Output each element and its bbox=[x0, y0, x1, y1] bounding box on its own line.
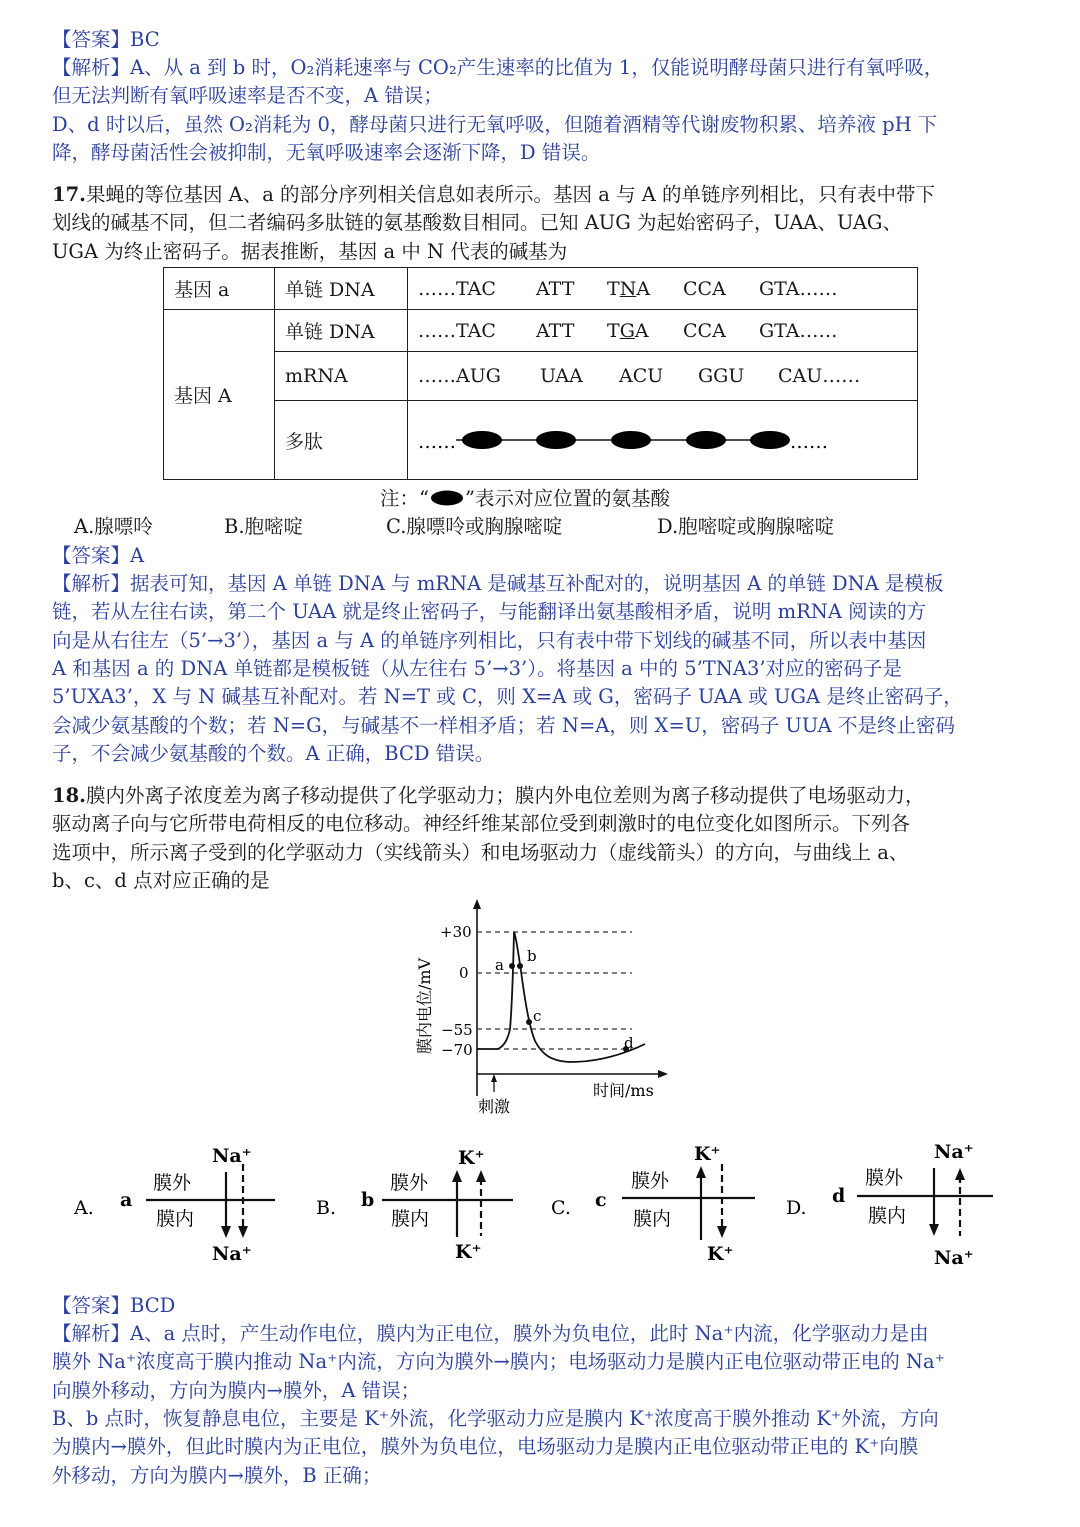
analysis-line: 膜外 Na⁺浓度高于膜内推动 Na⁺内流，方向为膜外→膜内；电场驱动力是膜内正电位驱动带正电的 Na⁺ bbox=[52, 1350, 945, 1373]
stimulus-label: 刺激 bbox=[478, 1097, 511, 1116]
ion-label: Na⁺ bbox=[212, 1243, 252, 1265]
outside-label: 膜外 bbox=[631, 1170, 670, 1192]
option-a: A.腺嘌呤 bbox=[74, 515, 153, 538]
gene-A-mrna-sequence bbox=[408, 352, 918, 401]
q18-stem-line: 选项中，所示离子受到的化学驱动力（实线箭头）和电场驱动力（虚线箭头）的方向，与曲线上 a、 bbox=[52, 841, 909, 864]
mrna-label: mRNA bbox=[275, 352, 408, 401]
ion-label: K⁺ bbox=[458, 1147, 485, 1169]
codon: CCA bbox=[683, 319, 726, 342]
option-d: D.胞嘧啶或胸腺嘧啶 bbox=[657, 515, 835, 538]
ion-label: Na⁺ bbox=[934, 1141, 974, 1163]
analysis-line: B、b 点时，恢复静息电位，主要是 K⁺外流，化学驱动力应是膜内 K⁺浓度高于膜外推动 K⁺外流，方向 bbox=[52, 1407, 939, 1430]
point-c-marker bbox=[526, 1019, 532, 1025]
option-letter: A. bbox=[74, 1197, 94, 1219]
analysis-line: 会减少氨基酸的个数；若 N=G，与碱基不一样相矛盾；若 N=A，则 X=U，密码子 UUA 不是终止密码 bbox=[52, 714, 955, 737]
q17-stem-line: 划线的碱基不同，但二者编码多肽链的氨基酸数目相同。已知 AUG 为起始密码子，UAA、UAG、 bbox=[52, 211, 902, 234]
peptide-ellipsis-left: …… bbox=[418, 430, 456, 453]
diagram-c bbox=[551, 1143, 755, 1265]
analysis-line: 向膜外移动，方向为膜内→膜外，A 错误； bbox=[52, 1379, 421, 1402]
codon: CCA bbox=[683, 277, 726, 300]
peptide-label: 多肽 bbox=[275, 401, 408, 480]
codon: GTA…… bbox=[759, 277, 838, 300]
point-label-b: b bbox=[527, 947, 537, 965]
ion-label: Na⁺ bbox=[934, 1247, 974, 1269]
gene-a-dna-sequence bbox=[408, 268, 918, 310]
peptide-chain bbox=[418, 418, 898, 458]
peptide-chain-cell bbox=[408, 401, 918, 480]
outside-label: 膜外 bbox=[865, 1167, 904, 1189]
amino-acid-icon bbox=[750, 431, 790, 449]
analysis-line: 链，若从左往右读，第二个 UAA 就是终止密码子，与能翻译出氨基酸相矛盾，说明 mRNA 阅读的方 bbox=[52, 600, 927, 623]
analysis-line: 但无法判断有氧呼吸速率是否不变，A 错误； bbox=[52, 84, 443, 107]
question-number: 17. bbox=[52, 183, 86, 206]
q17-stem-line bbox=[52, 181, 935, 209]
analysis-line: 外移动，方向为膜内→膜外，B 正确； bbox=[52, 1464, 382, 1487]
diagram-a bbox=[73, 1145, 275, 1265]
codon-with-variant: TNA bbox=[607, 277, 651, 300]
codon: ……TAC bbox=[418, 319, 496, 342]
point-letter: a bbox=[120, 1189, 133, 1211]
inside-label: 膜内 bbox=[633, 1208, 672, 1230]
inside-label: 膜内 bbox=[868, 1205, 907, 1227]
table-row bbox=[164, 268, 918, 310]
q18-stem-text: 膜内外离子浓度差为离子移动提供了化学驱动力；膜内外电位差则为离子移动提供了电场驱动力， bbox=[85, 784, 925, 807]
option-letter: D. bbox=[786, 1197, 807, 1219]
point-label-c: c bbox=[533, 1007, 542, 1025]
point-letter: b bbox=[361, 1189, 375, 1211]
analysis-line: 【解析】据表可知，基因 A 单链 DNA 与 mRNA 是碱基互补配对的，说明基因 A 的单链 DNA 是模板 bbox=[52, 572, 944, 595]
outside-label: 膜外 bbox=[153, 1172, 192, 1194]
tick-label: −70 bbox=[441, 1041, 473, 1059]
point-label-d: d bbox=[624, 1034, 634, 1052]
analysis-line: 【解析】A、a 点时，产生动作电位，膜内为正电位，膜外为负电位，此时 Na⁺内流，化学驱动力是由 bbox=[52, 1322, 929, 1345]
point-letter: c bbox=[595, 1189, 607, 1211]
codon-with-variant: TGA bbox=[607, 319, 649, 342]
codon: GTA…… bbox=[759, 319, 838, 342]
codon: ……TAC bbox=[418, 277, 496, 300]
ion-label: Na⁺ bbox=[212, 1145, 252, 1167]
tick-label: −55 bbox=[441, 1021, 473, 1039]
amino-acid-icon bbox=[429, 489, 465, 507]
codon: ACU bbox=[619, 365, 664, 387]
analysis-line: 5’UXA3’，X 与 N 碱基互补配对。若 N=T 或 C，则 X=A 或 G，密码子 UAA 或 UGA 是终止密码子， bbox=[52, 685, 963, 708]
inside-label: 膜内 bbox=[156, 1208, 195, 1230]
inside-label: 膜内 bbox=[391, 1208, 430, 1230]
codon: GGU bbox=[698, 365, 745, 387]
point-letter: d bbox=[832, 1185, 846, 1207]
analysis-line: 为膜内→膜外，但此时膜内为正电位，膜外为负电位，电场驱动力是膜内正电位驱动带正电的 K⁺向膜 bbox=[52, 1435, 919, 1458]
gene-a-label: 基因 a bbox=[164, 268, 275, 310]
answer-line: 【答案】BC bbox=[52, 28, 160, 51]
q18-stem-line: 驱动离子向与它所带电荷相反的电位移动。神经纤维某部位受到刺激时的电位变化如图所示。下列各 bbox=[52, 812, 911, 835]
codon: ……AUG bbox=[418, 365, 501, 387]
codon: UAA bbox=[540, 365, 583, 387]
tick-label: +30 bbox=[440, 923, 472, 941]
gene-A-label: 基因 A bbox=[164, 310, 275, 480]
dna-label: 单链 DNA bbox=[275, 310, 408, 352]
gene-A-dna-sequence bbox=[408, 310, 918, 352]
ion-diagrams bbox=[60, 1134, 1020, 1274]
option-letter: B. bbox=[316, 1197, 337, 1219]
potential-curve bbox=[477, 932, 645, 1062]
codon: ATT bbox=[536, 319, 575, 342]
table-note: 注：“ ”表示对应位置的氨基酸 bbox=[380, 487, 670, 510]
gene-sequence-table bbox=[163, 267, 918, 480]
point-b-marker bbox=[517, 963, 523, 969]
amino-acid-icon bbox=[611, 431, 651, 449]
y-axis-label: 膜内电位/mV bbox=[415, 957, 434, 1055]
x-axis-label: 时间/ms bbox=[593, 1081, 654, 1100]
amino-acid-icon bbox=[536, 431, 576, 449]
diagram-d bbox=[786, 1141, 993, 1269]
option-c: C.腺嘌呤或胸腺嘧啶 bbox=[386, 515, 563, 538]
answer-line: 【答案】A bbox=[52, 544, 145, 567]
action-potential-graph bbox=[400, 896, 680, 1122]
underlined-base: G bbox=[619, 319, 635, 342]
dna-label: 单链 DNA bbox=[275, 268, 408, 310]
analysis-line: A 和基因 a 的 DNA 单链都是模板链（从左往右 5’→3’）。将基因 a 中的 5’TNA3’对应的密码子是 bbox=[52, 657, 903, 680]
ion-label: K⁺ bbox=[707, 1243, 734, 1265]
q17-stem-line: UGA 为终止密码子。据表推断，基因 a 中 N 代表的碱基为 bbox=[52, 240, 568, 263]
option-letter: C. bbox=[551, 1197, 571, 1219]
analysis-line: D、d 时以后，虽然 O₂消耗为 0，酵母菌只进行无氧呼吸，但随着酒精等代谢废物积累、培养液 pH 下 bbox=[52, 113, 938, 136]
underlined-base: N bbox=[619, 277, 637, 300]
codon: CAU…… bbox=[778, 365, 861, 387]
analysis-line: 【解析】A、从 a 到 b 时，O₂消耗速率与 CO₂产生速率的比值为 1，仅能说明酵母菌只进行有氧呼吸， bbox=[52, 56, 944, 79]
table-row bbox=[164, 310, 918, 352]
point-a-marker bbox=[509, 963, 515, 969]
codon: ATT bbox=[536, 277, 575, 300]
analysis-line: 向是从右往左（5’→3’），基因 a 与 A 的单链序列相比，只有表中带下划线的碱基不同，所以表中基因 bbox=[52, 629, 927, 652]
table-row bbox=[164, 401, 918, 480]
q18-stem-line: b、c、d 点对应正确的是 bbox=[52, 869, 270, 892]
ion-label: K⁺ bbox=[455, 1241, 482, 1263]
tick-label: 0 bbox=[459, 964, 469, 982]
amino-acid-icon bbox=[462, 431, 502, 449]
analysis-line: 降，酵母菌活性会被抑制，无氧呼吸速率会逐渐下降，D 错误。 bbox=[52, 141, 601, 164]
outside-label: 膜外 bbox=[390, 1172, 429, 1194]
q17-stem-text: 果蝇的等位基因 A、a 的部分序列相关信息如表所示。基因 a 与 A 的单链序列相比，只有表中带下 bbox=[85, 183, 936, 206]
answer-line: 【答案】BCD bbox=[52, 1294, 176, 1317]
point-label-a: a bbox=[495, 956, 504, 974]
question-number: 18. bbox=[52, 784, 86, 807]
ion-label: K⁺ bbox=[694, 1143, 721, 1165]
peptide-ellipsis-right: …… bbox=[790, 430, 828, 453]
diagram-b bbox=[316, 1147, 513, 1263]
amino-acid-icon bbox=[686, 431, 726, 449]
analysis-line: 子，不会减少氨基酸的个数。A 正确，BCD 错误。 bbox=[52, 742, 495, 765]
option-b: B.胞嘧啶 bbox=[224, 515, 304, 538]
table-row bbox=[164, 352, 918, 401]
q18-stem-line bbox=[52, 782, 924, 810]
